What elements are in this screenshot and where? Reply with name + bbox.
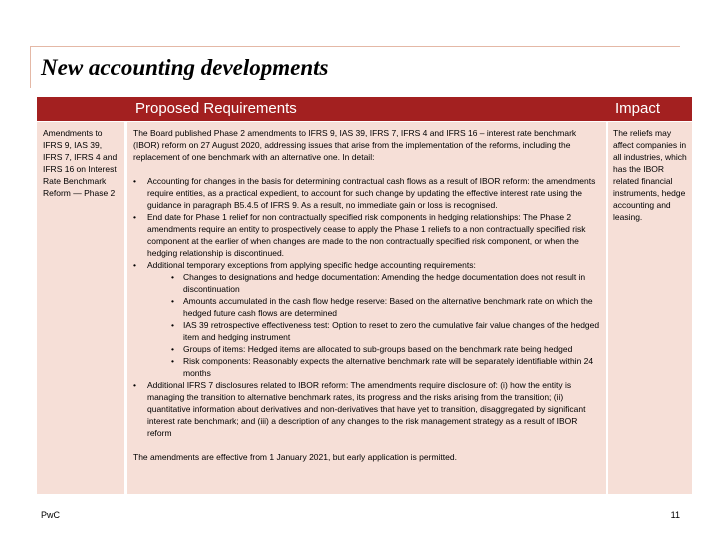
intro-paragraph: The Board published Phase 2 amendments to IFRS 9, IAS 39, IFRS 7, IFRS 4 and IFRS 16 – interest rate benchmark (IBOR) reform on 27 August 2020, addressing issues that arise from the implementation of the reforms, including the replacement of one benchmark with an alternative one. In detail:: [133, 128, 577, 162]
topic-text: Amendments to IFRS 9, IAS 39, IFRS 7, IFRS 4 and IFRS 16 on Interest Rate Benchmark Reform — Phase 2: [43, 128, 118, 198]
requirements-content: [133, 127, 602, 463]
list-item: • Additional temporary exceptions from applying specific hedge accounting requirements:: [133, 259, 602, 271]
sub-list-item: • Groups of items: Hedged items are allocated to sub-groups based on the benchmark rate being hedged: [133, 343, 602, 355]
sub-list-item: • Amounts accumulated in the cash flow hedge reserve: Based on the alternative benchmark rate on which the hedged future cash flows are determined: [133, 295, 602, 319]
title-rule-left: [30, 46, 31, 88]
list-item: • Additional IFRS 7 disclosures related to IBOR reform: The amendments require disclosure of: (i) how the entity is managing the transition to alternative benchmark rates, its progress and the risks arising from the transition; (ii) quantitative information about derivatives and non-derivatives that have yet to transition, disaggregated by significant interest rate benchmark; and (iii) a description of any changes to the risk management strategy as a result of IBOR reform: [133, 379, 602, 439]
impact-text: The reliefs may affect companies in all industries, which has the IBOR related financial instruments, hedge accounting and leasing.: [613, 128, 687, 222]
requirements-list: [133, 175, 602, 439]
list-item: • Accounting for changes in the basis for determining contractual cash flows as a result of IBOR reform: the amendments require entities, as a practical expedient, to account for such change by updating the effective interest rate using the guidance in paragraph B5.4.5 of IFRS 9. As a result, no immediate gain or loss is recognised.: [133, 175, 602, 211]
sub-list-item: • Risk components: Reasonably expects the alternative benchmark rate will be separately identifiable within 24 months: [133, 355, 602, 379]
effective-date-text: The amendments are effective from 1 January 2021, but early application is permitted.: [133, 452, 457, 462]
page-title: New accounting developments: [41, 55, 329, 80]
sub-list-item: • IAS 39 retrospective effectiveness test: Option to reset to zero the cumulative fair value changes of the hedged item and hedging instrument: [133, 319, 602, 343]
header-impact: Impact: [615, 100, 661, 117]
sub-list-item: • Changes to designations and hedge documentation: Amending the hedge documentation does not result in discontinuation: [133, 271, 602, 295]
page-number: 11: [670, 510, 680, 520]
footer-brand: PwC: [41, 510, 61, 520]
title-rule-top: [30, 46, 680, 47]
header-proposed-requirements: Proposed Requirements: [135, 100, 297, 117]
list-item: • End date for Phase 1 relief for non contractually specified risk components in hedging relationships: The Phase 2 amendments require an entity to prospectively cease to apply the Phase 1 reliefs to a non contractually specified risk component at the earlier of when changes are made to the non contractually specified risk component, or when the hedging relationship is discontinued.: [133, 211, 602, 259]
